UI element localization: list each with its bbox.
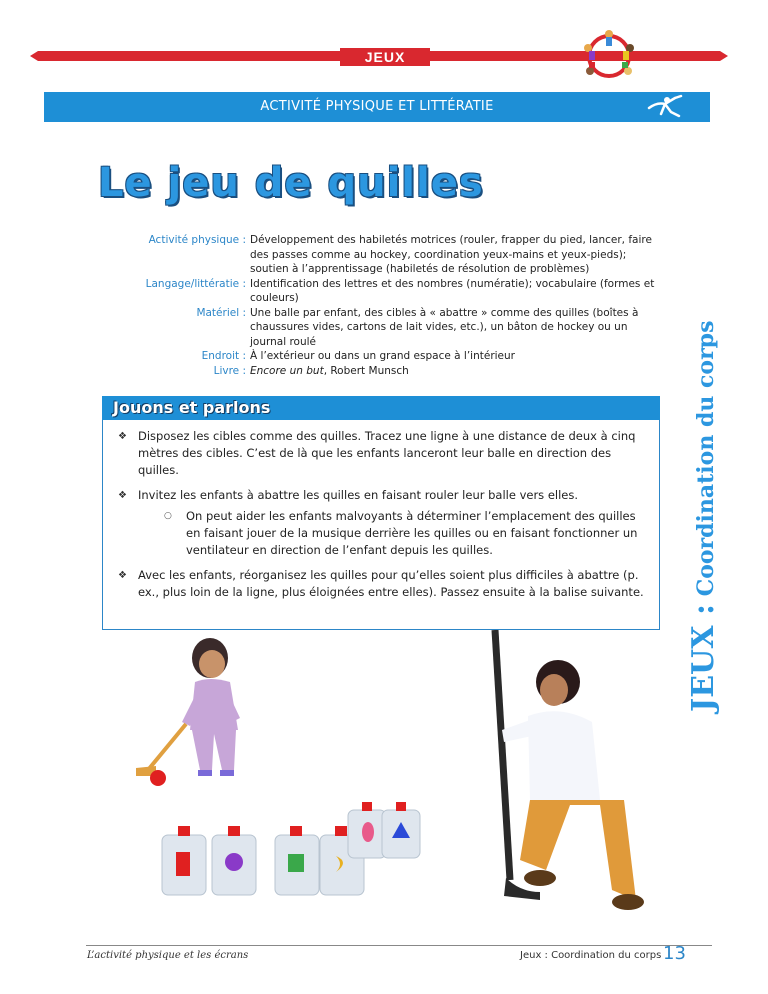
circle-bullet-icon: ○ xyxy=(164,511,172,521)
footer-section: Jeux : Coordination du corps xyxy=(520,950,662,961)
sub-list-item xyxy=(138,508,644,559)
children-circle-logo xyxy=(578,26,640,84)
footer-rule xyxy=(86,945,712,946)
info-value: Une balle par enfant, des cibles à « abattre » comme des quilles (boîtes à chaussures vides, cartons de lait vides, etc.), un bâton de hockey ou un journal roulé xyxy=(250,306,639,348)
info-label: Langage/littératie : xyxy=(145,277,246,290)
milk-jug-pins xyxy=(162,802,420,895)
book-title: Encore un but xyxy=(250,364,324,377)
diamond-bullet-icon: ❖ xyxy=(118,570,127,581)
diamond-bullet-icon: ❖ xyxy=(118,431,127,442)
info-value xyxy=(250,364,660,379)
info-label: Activité physique : xyxy=(148,234,246,246)
list-item-text: Avec les enfants, réorganisez les quilles pour qu’elles soient plus difficiles à abattre (p. ex., plus loin de la ligne, plus éloignées entre elles). Passez ensuite à la balise suivante. xyxy=(138,568,644,599)
section-label: JEUX xyxy=(340,48,430,66)
diamond-bullet-icon: ❖ xyxy=(118,490,127,501)
info-row-livre xyxy=(120,364,660,379)
book-author: , Robert Munsch xyxy=(323,364,409,377)
side-section-title xyxy=(685,320,723,712)
info-row-langage xyxy=(120,277,660,306)
child-figure xyxy=(136,638,240,786)
activity-band: ACTIVITÉ PHYSIQUE ET LITTÉRATIE xyxy=(44,92,710,122)
info-label: Endroit : xyxy=(201,350,246,362)
info-row-endroit xyxy=(120,349,660,364)
info-value: À l’extérieur ou dans un grand espace à l’intérieur xyxy=(250,350,515,362)
sub-list-item-text: On peut aider les enfants malvoyants à déterminer l’emplacement des quilles en faisant jouer de la musique derrière les quilles ou en faisant fonctionner un ventilateur en direction de l’enfant depuis les quilles. xyxy=(186,509,638,557)
info-value: Développement des habiletés motrices (rouler, frapper du pied, lancer, faire des passes comme au hockey, coordination yeux-mains et yeux-pieds); soutien à l’apprentissage (habiletés de résolution de problèmes) xyxy=(250,234,652,275)
page-title: Le jeu de quilles xyxy=(98,160,484,206)
jumping-figure-icon xyxy=(645,94,685,120)
info-value: Identification des lettres et des nombres (numératie); vocabulaire (formes et couleurs) xyxy=(250,277,655,304)
bowling-illustration xyxy=(100,630,680,940)
list-item xyxy=(114,567,644,601)
info-row-activite xyxy=(120,233,660,277)
info-row-materiel xyxy=(120,306,660,350)
list-item xyxy=(114,487,644,559)
activity-info xyxy=(120,233,660,378)
woman-figure xyxy=(495,630,644,910)
info-label: Matériel : xyxy=(196,306,246,319)
side-text: Coordination du corps xyxy=(693,320,719,597)
list-item-text: Invitez les enfants à abattre les quilles en faisant rouler leur balle vers elles. xyxy=(138,488,579,502)
list-item-text: Disposez les cibles comme des quilles. Tracez une ligne à une distance de deux à cinq mètres des cibles. C’est de là que les enfants lanceront leur balle en direction des quilles. xyxy=(138,429,636,477)
list-item xyxy=(114,428,644,479)
side-prefix: JEUX : xyxy=(686,603,721,712)
jouons-title: Jouons et parlons xyxy=(113,398,271,417)
footer-book-title: L’activité physique et les écrans xyxy=(87,950,249,961)
page-number: 13 xyxy=(663,943,686,964)
info-label: Livre : xyxy=(213,364,246,377)
jouons-list xyxy=(114,428,644,609)
